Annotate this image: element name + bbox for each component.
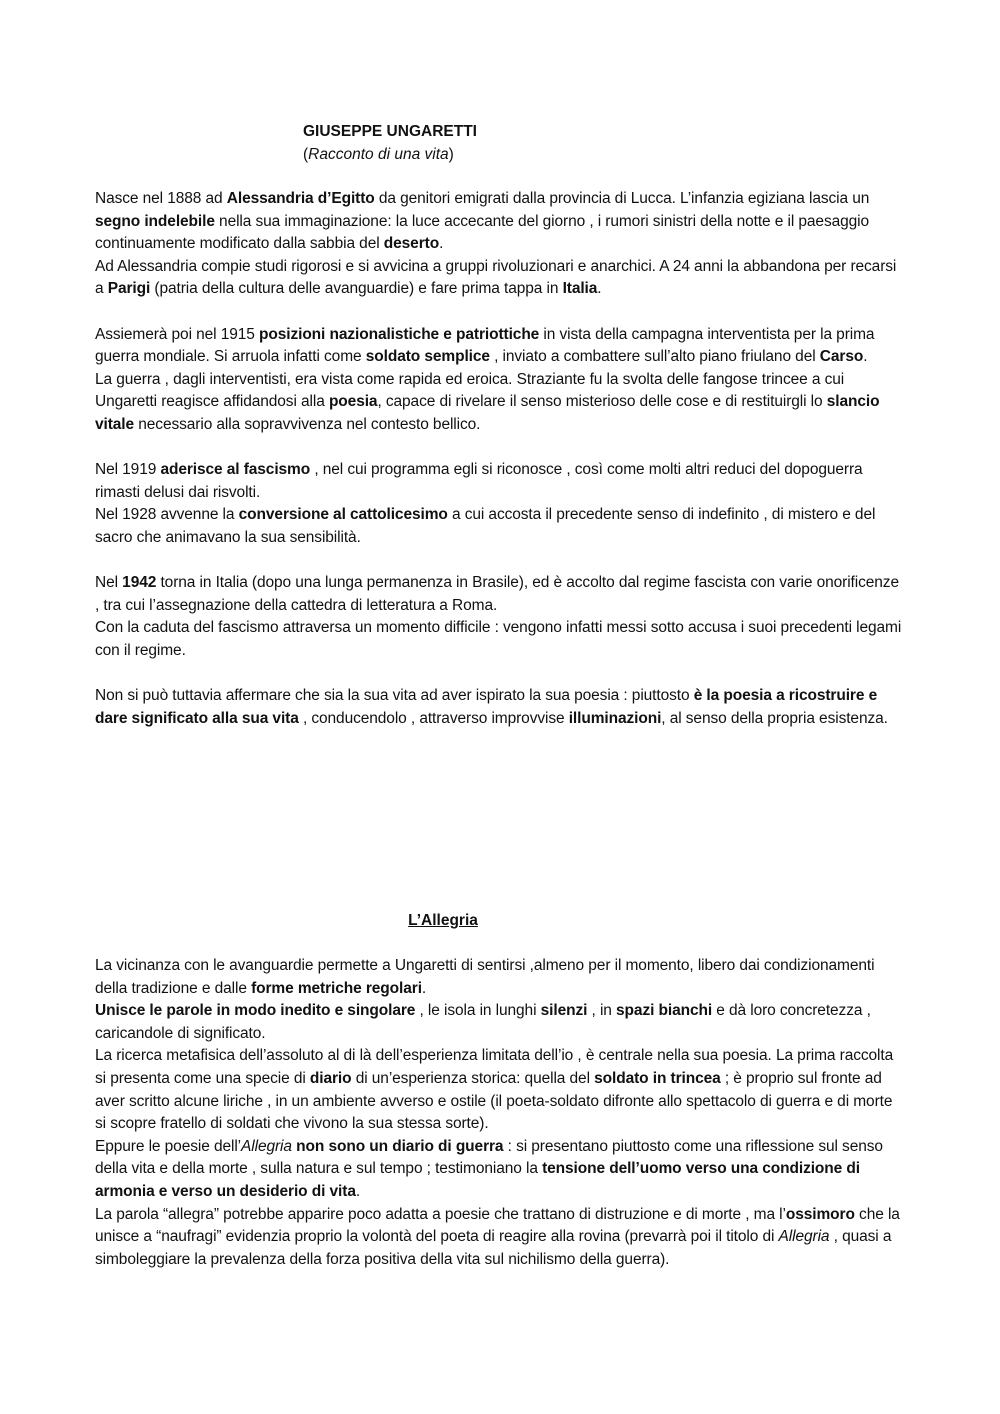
- bold-text: ossimoro: [785, 1205, 855, 1223]
- text-run: .: [863, 348, 868, 366]
- text-run: .: [421, 979, 427, 997]
- text-run: Eppure le poesie dell’: [95, 1137, 242, 1155]
- bold-text: soldato in trincea: [594, 1069, 721, 1087]
- text-run: La guerra , dagli interventisti, era vista come rapida ed eroica. Straziante fu la svolta delle fangose trincee a cui Ungaretti reagisce affidandosi alla: [95, 370, 845, 411]
- text-run: , le isola in lunghi: [415, 1002, 541, 1020]
- text-run: torna in Italia (dopo una lunga permanenza in Brasile), ed è accolto dal regime fascista con varie onorificenze , tra cui l’assegnazione della cattedra di letteratura a Roma.: [95, 574, 899, 614]
- text-run: , nel cui programma egli si riconosce , così come molti altri reduci del dopoguerra rimasti delusi dai risvolti.: [95, 461, 863, 501]
- text-run: necessario alla sopravvivenza nel contesto bellico.: [134, 415, 481, 433]
- bold-text: è la poesia a ricostruire e dare significato alla sua vita: [95, 687, 878, 727]
- bold-text: slancio vitale: [95, 393, 880, 433]
- text-run: : si presentano piuttosto come una riflessione sul senso della vita e della morte , sulla natura e sul tempo ; testimoniano la: [95, 1137, 883, 1178]
- text-run: La ricerca metafisica dell’assoluto al di là dell’esperienza limitata dell’io , è centrale nella sua poesia. La prima raccolta si presenta come una specie di: [95, 1047, 894, 1087]
- text-run: in vista della campagna interventista per la prima guerra mondiale. Si arruola infatti come: [95, 325, 875, 366]
- text-run: ; è proprio sul fronte ad aver scritto alcune liriche , in un ambiente avverso e ostile (il poeta-soldato difronte allo spettacolo di guerra e di morte si scopre fratello di soldati che vivono la sua stessa sorte).: [95, 1069, 893, 1133]
- text-run: , al senso della propria esistenza.: [661, 709, 888, 727]
- text-run: Ad Alessandria compie studi rigorosi e si avvicina a gruppi rivoluzionari e anarchici. A 24 anni la abbandona per recarsi a: [95, 257, 897, 298]
- text-run: Con la caduta del fascismo attraversa un momento difficile : vengono infatti messi sotto accusa i suoi precedenti legami con il regime.: [95, 619, 902, 659]
- bold-text: Italia: [562, 280, 598, 298]
- text-run: , in: [587, 1002, 617, 1020]
- bold-text: deserto: [383, 235, 440, 253]
- section-biography: [95, 188, 905, 730]
- section-title-allegria: L’Allegria: [408, 912, 478, 929]
- text-run: , conducendolo , attraverso improvvise: [298, 709, 569, 727]
- text-run: Non si può tuttavia affermare che sia la sua vita ad aver ispirato la sua poesia : piuttosto: [95, 687, 694, 705]
- text-run: a cui accosta il precedente senso di indefinito , di mistero e del sacro che animavano la sua sensibilità.: [95, 506, 876, 546]
- text-run: .: [439, 235, 444, 253]
- paragraph: [95, 324, 905, 369]
- bold-text: conversione al cattolicesimo: [238, 506, 448, 524]
- document-header: [303, 121, 477, 166]
- bold-text: Alessandria d’Egitto: [226, 190, 375, 207]
- text-run: .: [355, 1182, 361, 1200]
- text-run: e dà loro concretezza , caricandole di significato.: [95, 1002, 871, 1042]
- bold-text: diario: [309, 1069, 352, 1087]
- paragraph: [95, 459, 905, 504]
- paragraph: [95, 1136, 905, 1204]
- text-run: .: [597, 280, 602, 298]
- italic-text: Allegria: [778, 1228, 830, 1246]
- text-run: nella sua immaginazione: la luce accecante del giorno , i rumori sinistri della notte e il paesaggio continuamente modificato dalla sabbia del: [95, 212, 870, 253]
- bold-text: posizioni nazionalistiche e patriottiche: [259, 325, 540, 343]
- text-run: Nel 1928 avvenne la: [95, 506, 239, 524]
- paragraph: [95, 617, 905, 662]
- bold-text: 1942: [122, 574, 157, 592]
- section-allegria: [95, 955, 905, 1271]
- subtitle-italic: Racconto di una vita: [308, 145, 449, 163]
- text-run: , quasi a simboleggiare la prevalenza della forza positiva della vita sul nichilismo della guerra).: [95, 1228, 892, 1268]
- text-run: La parola “allegra” potrebbe apparire poco adatta a poesie che trattano di distruzione e di morte , ma l’: [95, 1205, 786, 1223]
- bold-text: non sono un diario di guerra: [296, 1137, 504, 1155]
- text-run: , inviato a combattere sull’alto piano friulano del: [489, 348, 820, 366]
- paragraph: [95, 685, 905, 730]
- text-run: di un’esperienza storica: quella del: [351, 1069, 595, 1087]
- paragraph: [95, 256, 905, 301]
- bold-text: segno indelebile: [95, 212, 215, 230]
- paragraph: [95, 1045, 905, 1135]
- paragraph: [95, 504, 905, 549]
- document-title: GIUSEPPE UNGARETTI: [303, 123, 477, 140]
- bold-text: aderisce al fascismo: [160, 461, 311, 479]
- italic-text: Allegria: [241, 1137, 292, 1155]
- paragraph: [95, 1000, 905, 1045]
- text-run: Assiemerà poi nel 1915: [95, 325, 259, 343]
- bold-text: poesia: [328, 393, 378, 411]
- paragraph: [95, 188, 905, 256]
- bold-text: forme metriche regolari: [251, 979, 422, 997]
- bold-text: Carso: [819, 348, 864, 366]
- bold-text: soldato semplice: [365, 348, 490, 366]
- document-subtitle: (Racconto di una vita): [303, 145, 454, 163]
- text-run: Nel: [95, 574, 123, 592]
- text-run: La vicinanza con le avanguardie permette a Ungaretti di sentirsi ,almeno per il momento, libero dai condizionamenti della tradizione e dalle: [95, 957, 875, 997]
- text-run: che la unisce a “naufragi” evidenzia proprio la volontà del poeta di reagire alla rovina (prevarrà poi il titolo di: [95, 1205, 900, 1246]
- text-run: (patria della cultura delle avanguardie) e fare prima tappa in: [150, 280, 563, 298]
- paragraph: [95, 369, 905, 437]
- bold-text: Unisce le parole in modo inedito e singolare: [95, 1002, 416, 1020]
- bold-text: tensione dell’uomo verso una condizione di armonia e verso un desiderio di vita: [95, 1160, 860, 1200]
- bold-text: illuminazioni: [568, 709, 662, 727]
- bold-text: silenzi: [540, 1002, 588, 1020]
- text-run: , capace di rivelare il senso misterioso delle cose e di restituirgli lo: [377, 393, 827, 411]
- bold-text: spazi bianchi: [616, 1002, 713, 1020]
- text-run: Nel 1919: [95, 461, 161, 479]
- paragraph: [95, 955, 905, 1000]
- bold-text: Parigi: [107, 280, 151, 298]
- paragraph: [95, 572, 905, 617]
- text-run: da genitori emigrati dalla provincia di Lucca. L’infanzia egiziana lascia un: [374, 190, 870, 207]
- paragraph: [95, 1204, 905, 1272]
- text-run: Nasce nel 1888 ad: [95, 190, 227, 207]
